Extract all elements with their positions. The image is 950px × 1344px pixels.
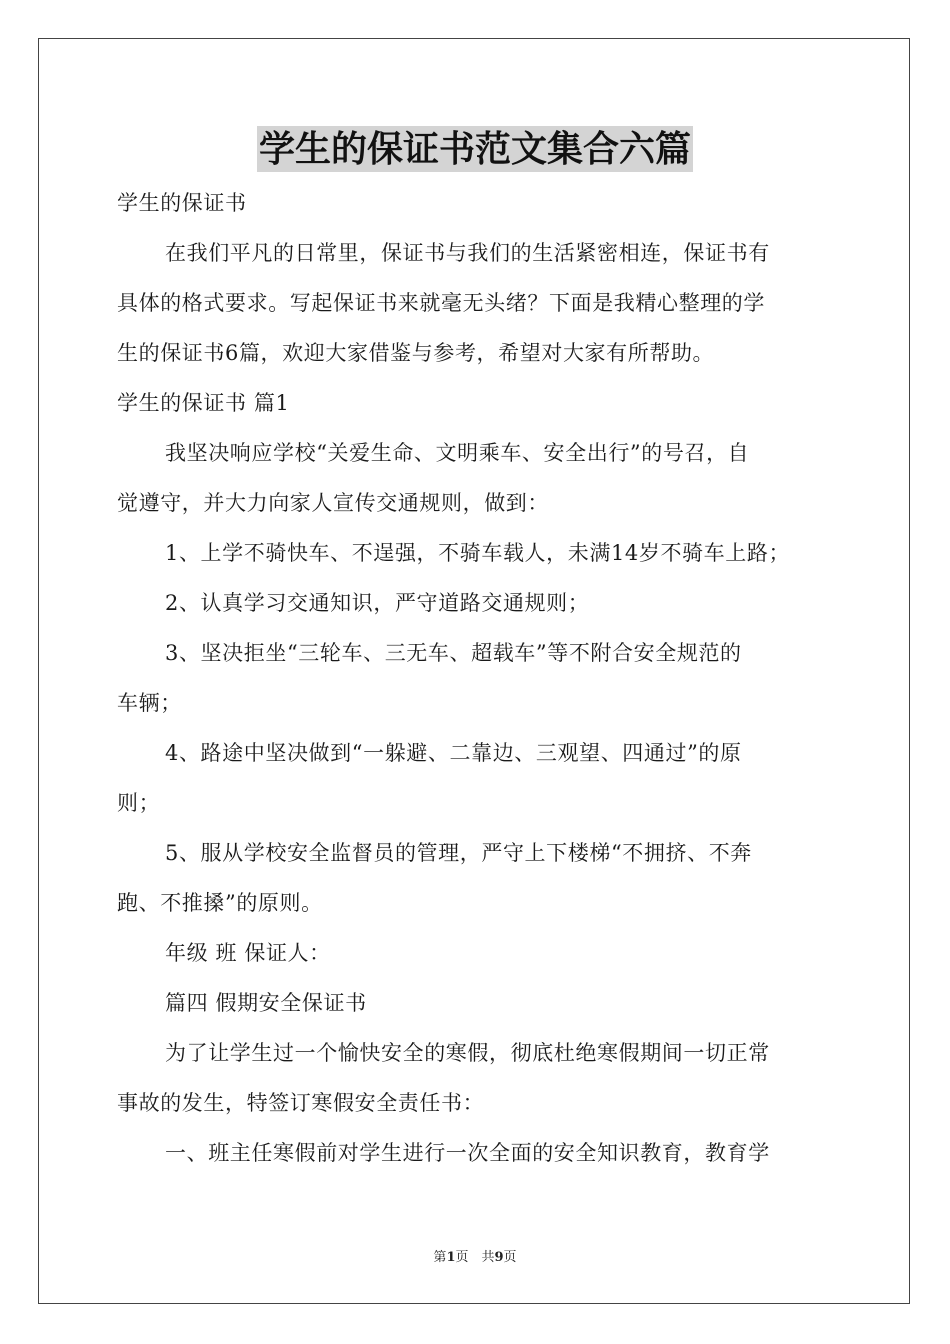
- page-total: 9: [494, 1250, 504, 1265]
- list-item: 5、服从学校安全监督员的管理，严守上下楼梯“不拥挤、不奔: [165, 841, 752, 865]
- page-current: 1: [446, 1250, 456, 1265]
- body-line: 则；: [117, 791, 161, 815]
- body-line: 生的保证书6篇，欢迎大家借鉴与参考，希望对大家有所帮助。: [117, 341, 715, 365]
- signature-line: 年级 班 保证人：: [165, 941, 331, 965]
- page-mid: 页 共: [455, 1250, 495, 1265]
- body-line: 我坚决响应学校“关爱生命、文明乘车、安全出行”的号召，自: [165, 441, 750, 465]
- page-suffix: 页: [503, 1250, 517, 1265]
- body-line: 车辆；: [117, 691, 182, 715]
- page-footer: [0, 1246, 950, 1265]
- list-item: 3、坚决拒坐“三轮车、三无车、超载车”等不附合安全规范的: [165, 641, 742, 665]
- body-line: 跑、不推搡”的原则。: [117, 891, 323, 915]
- title-container: [0, 126, 950, 172]
- body-line: 为了让学生过一个愉快安全的寒假，彻底杜绝寒假期间一切正常: [165, 1041, 770, 1065]
- document-body: [117, 178, 837, 1178]
- body-line: 在我们平凡的日常里，保证书与我们的生活紧密相连，保证书有: [165, 241, 770, 265]
- body-line: 觉遵守，并大力向家人宣传交通规则，做到：: [117, 491, 549, 515]
- list-item: 4、路途中坚决做到“一躲避、二靠边、三观望、四通过”的原: [165, 741, 742, 765]
- list-item: 2、认真学习交通知识，严守道路交通规则；: [165, 591, 590, 615]
- page-prefix: 第: [433, 1250, 447, 1265]
- section-heading: 学生的保证书 篇1: [117, 391, 290, 415]
- section-heading: 篇四 假期安全保证书: [165, 991, 367, 1015]
- body-line: 一、班主任寒假前对学生进行一次全面的安全知识教育，教育学: [165, 1141, 770, 1165]
- body-line: 学生的保证书: [117, 191, 247, 215]
- document-title: 学生的保证书范文集合六篇: [258, 128, 691, 170]
- list-item: 1、上学不骑快车、不逞强，不骑车载人，未满14岁不骑车上路；: [165, 541, 791, 565]
- body-line: 事故的发生，特签订寒假安全责任书：: [117, 1091, 485, 1115]
- body-line: 具体的格式要求。写起保证书来就毫无头绪？下面是我精心整理的学: [117, 291, 765, 315]
